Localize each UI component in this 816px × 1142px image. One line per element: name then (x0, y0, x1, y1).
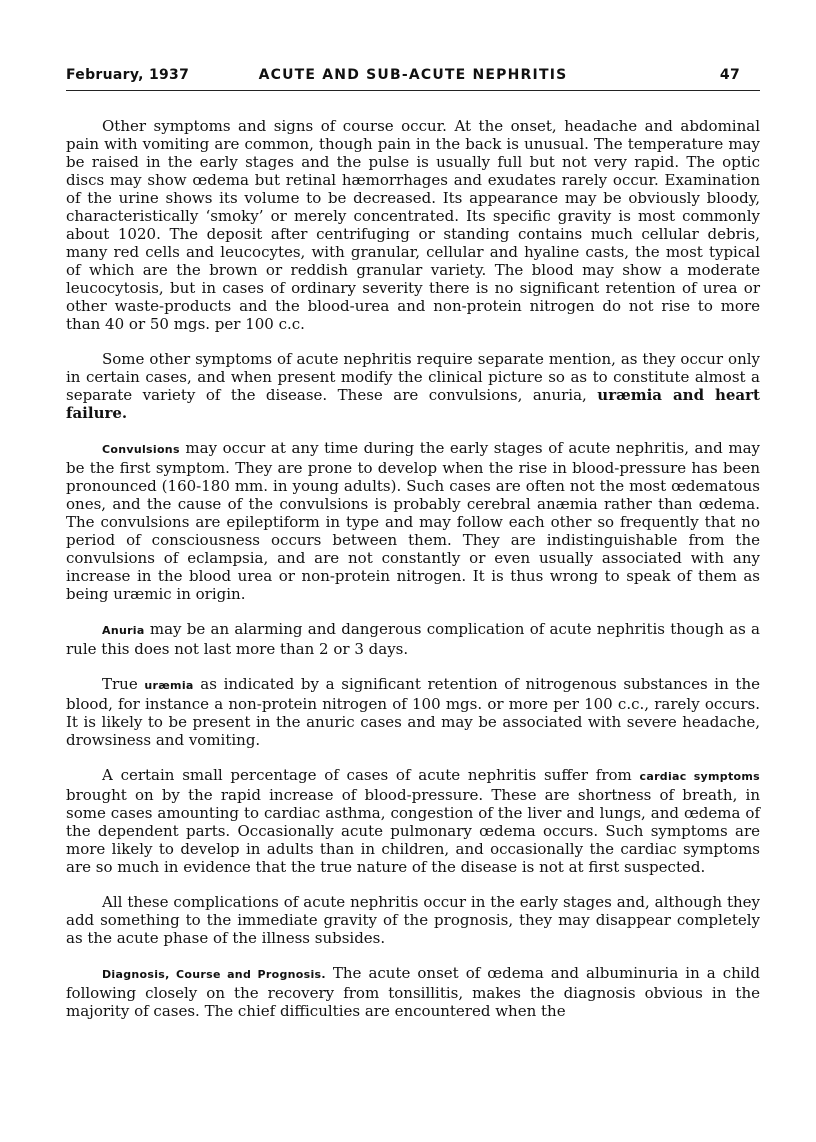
paragraph-anuria (66, 620, 760, 658)
paragraph-text: as indicated by a significant retention of nitrogenous substances in the blood, for instance a non-protein nitrogen of 100 mgs. or more per 100 c.c., rarely occurs. It is likely to be present in the anuric cases and may be associated with severe headache, drowsiness and vomiting. (66, 675, 760, 749)
paragraph-lead: A certain small percentage of cases of acute nephritis suffer from (102, 766, 632, 784)
paragraph-text: may be an alarming and dangerous complication of acute nephritis though as a rule this does not last more than 2 or 3 days. (66, 620, 760, 658)
paragraph-text: brought on by the rapid increase of blood-pressure. These are shortness of breath, in some cases amounting to cardiac asthma, congestion of the liver and lungs, and œdema of the dependent parts. Occasionally acute pulmonary œdema occurs. Such symptoms are more likely to develop in adults than in children, and occasionally the cardiac symptoms are so much in evidence that the true nature of the disease is not at first suspected. (66, 786, 760, 876)
paragraph-diagnosis (66, 964, 760, 1020)
header-title: ACUTE AND SUB-ACUTE NEPHRITIS (258, 67, 568, 83)
run-in-heading-diagnosis: Diagnosis, Course and Prognosis. (102, 968, 326, 981)
paragraph-other-symptoms (66, 117, 760, 333)
paragraph-text: All these complications of acute nephritis occur in the early stages and, although they add something to the immediate gravity of the prognosis, they may disappear completely as the acute phase of the illness subsides. (66, 893, 760, 947)
paragraph-complications (66, 893, 760, 947)
article-body (66, 117, 760, 1020)
run-in-heading-convulsions: Convulsions (102, 443, 180, 456)
run-in-heading-anuria: Anuria (102, 624, 145, 637)
page-number: 47 (719, 67, 740, 83)
paragraph-separate-mention (66, 350, 760, 422)
paragraph-cardiac (66, 766, 760, 876)
paragraph-text: The acute onset of œdema and albuminuria in a child following closely on the recovery from tonsillitis, makes the diagnosis obvious in the majority of cases. The chief difficulties are encountered when the (66, 964, 761, 1020)
paragraph-text: Some other symptoms of acute nephritis require separate mention, as they occur only in certain cases, and when present modify the clinical picture so as to constitute almost a separate variety of the disease. These are convulsions, anuria, (66, 350, 760, 404)
running-header (66, 64, 760, 91)
paragraph-convulsions (66, 439, 760, 603)
run-in-heading-uraemia: uræmia (144, 679, 194, 692)
header-date: February, 1937 (66, 67, 190, 83)
paragraph-text: may occur at any time during the early stages of acute nephritis, and may be the first symptom. They are prone to develop when the rise in blood-pressure has been pronounced (160-180 mm. in young adults). Such cases are often not the most œdematous ones, and the cause of the convulsions is probably cerebral anæmia rather than œdema. The convulsions are epileptiform in type and may follow each other so frequently that no period of consciousness occurs between them. They are indistinguishable from the convulsions of eclampsia, and are not constantly or even usually associated with any increase in the blood urea or non-protein nitrogen. It is thus wrong to speak of them as being uræmic in origin. (66, 439, 760, 603)
run-in-heading-cardiac: cardiac symptoms (639, 770, 760, 783)
paragraph-uraemia (66, 675, 760, 749)
bold-list: uræmia and heart failure. (66, 386, 760, 422)
paragraph-lead: True (102, 675, 138, 693)
paragraph-text: Other symptoms and signs of course occur. At the onset, headache and abdominal pain with vomiting are common, though pain in the back is unusual. The temperature may be raised in the early stages and the pulse is usually full but not very rapid. The optic discs may show œdema but retinal hæmorrhages and exudates rarely occur. Examination of the urine shows its volume to be decreased. Its appearance may be obviously bloody, characteristically ‘smoky’ or merely concentrated. Its specific gravity is most commonly about 1020. The deposit after centrifuging or standing contains much cellular debris, many red cells and leucocytes, with granular, cellular and hyaline casts, the most typical of which are the brown or reddish granular variety. The blood may show a moderate leucocytosis, but in cases of ordinary severity there is no significant retention of urea or other waste-products and the blood-urea and non-protein nitrogen do not rise to more than 40 or 50 mgs. per 100 c.c. (66, 117, 760, 333)
